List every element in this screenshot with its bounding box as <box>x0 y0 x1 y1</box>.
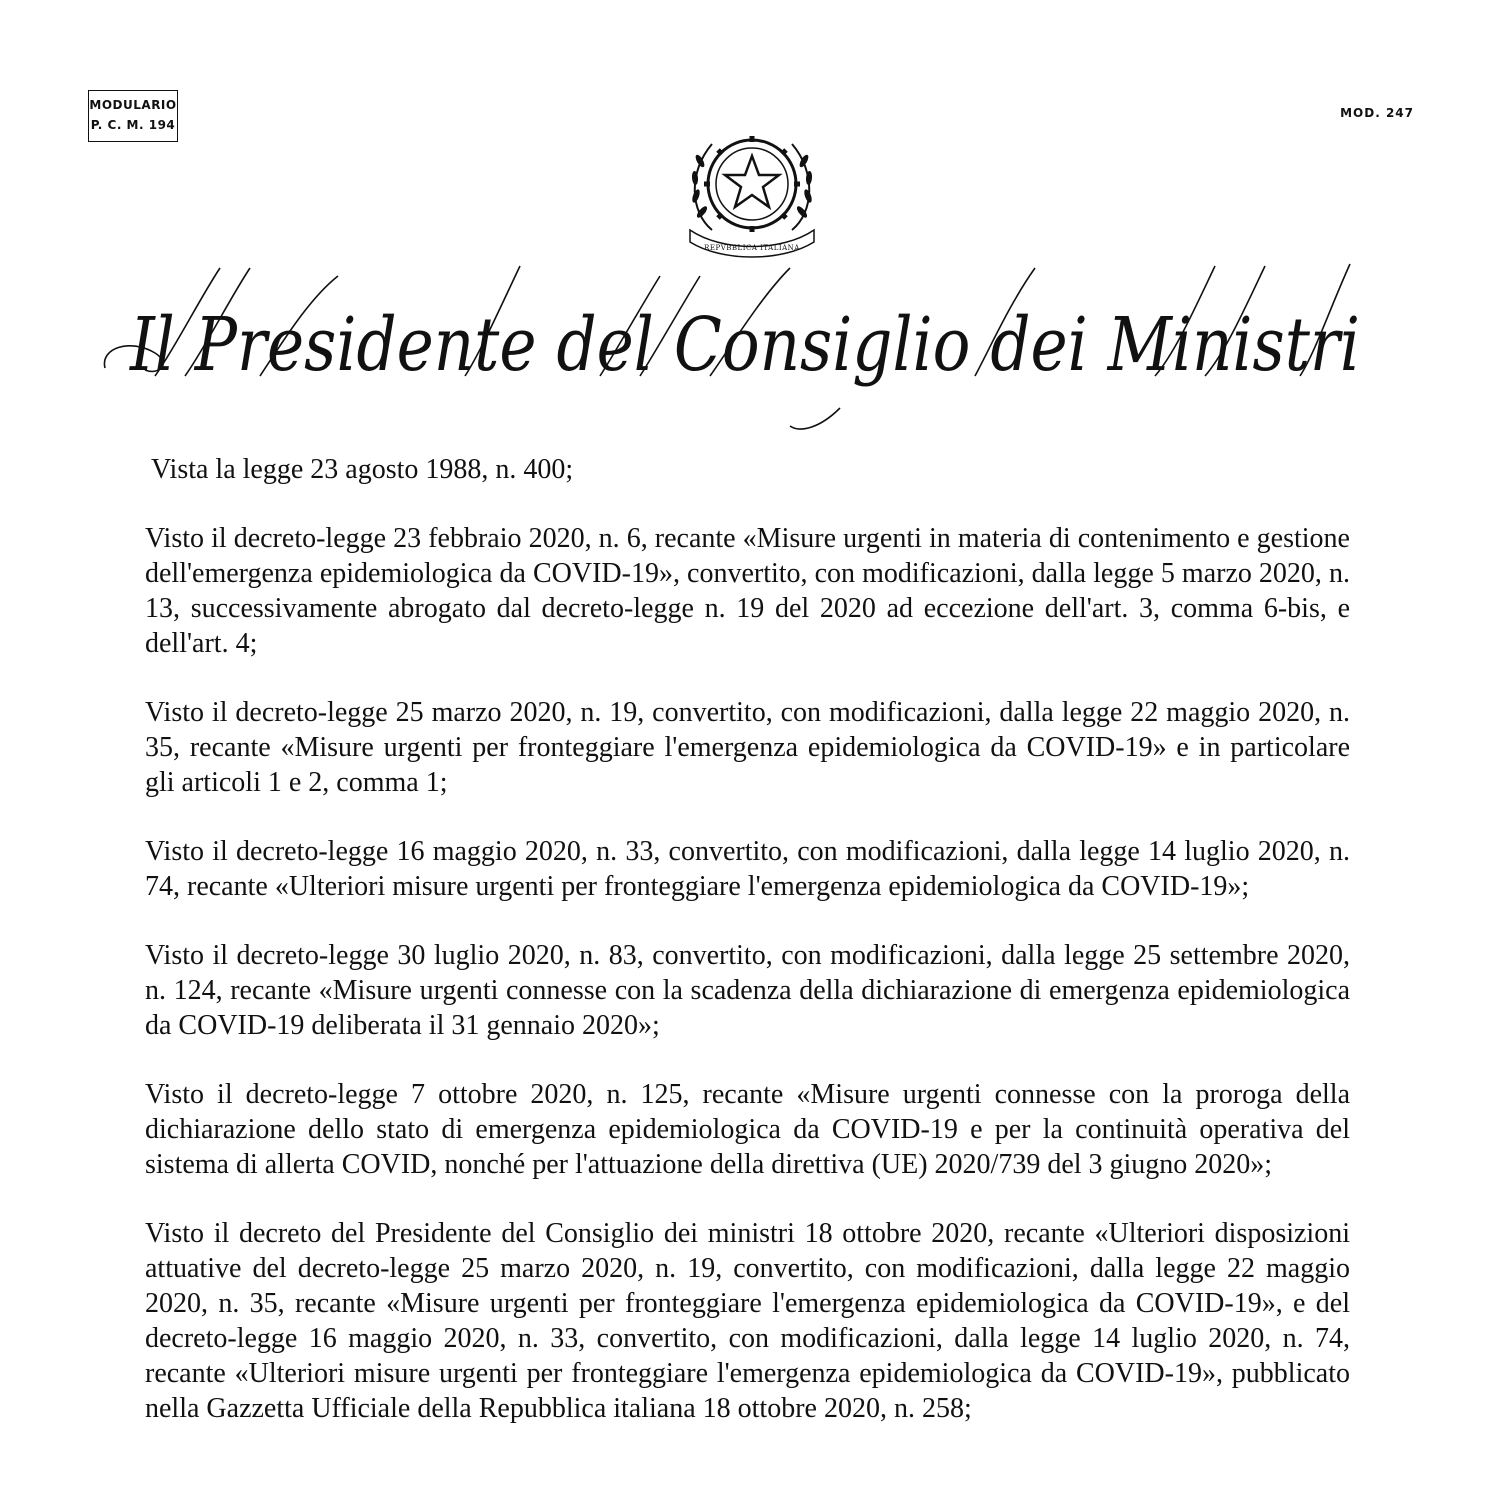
document-body <box>145 452 1350 1460</box>
paragraph-6: Visto il decreto-legge 7 ottobre 2020, n. 125, recante «Misure urgenti connesse con la proroga della dichiarazione dello stato di emergenza epidemiologica da COVID-19 e per la continuità operativa del sistema di allerta COVID, nonché per l'attuazione della direttiva (UE) 2020/739 del 3 giugno 2020»; <box>145 1079 1350 1180</box>
letterhead-text: Il Presidente del Consiglio dei Ministri <box>128 302 1360 388</box>
paragraph-5: Visto il decreto-legge 30 luglio 2020, n. 83, convertito, con modificazioni, dalla legge 25 settembre 2020, n. 124, recante «Misure urgenti connesse con la scadenza della dichiarazione di emergenza epidemiologica da COVID-19 deliberata il 31 gennaio 2020»; <box>145 940 1350 1041</box>
paragraph-2: Visto il decreto-legge 23 febbraio 2020, n. 6, recante «Misure urgenti in materia di contenimento e gestione dell'emergenza epidemiologica da COVID-19», convertito, con modificazioni, dalla legge 5 marzo 2020, n. 13, successivamente abrogato dal decreto-legge n. 19 del 2020 ad eccezione dell'art. 3, comma 6-bis, e dell'art. 4; <box>145 523 1350 659</box>
emblem-ribbon-text: REPVBBLICA ITALIANA <box>704 244 800 252</box>
republic-emblem-icon <box>682 112 822 262</box>
form-code-box <box>88 90 178 142</box>
form-code-line2: P. C. M. 194 <box>90 118 176 132</box>
paragraph-4: Visto il decreto-legge 16 maggio 2020, n. 33, convertito, con modificazioni, dalla legge 14 luglio 2020, n. 74, recante «Ulteriori misure urgenti per fronteggiare l'emergenza epidemiologica da COVID-19»; <box>145 836 1350 902</box>
letterhead-title <box>100 258 1390 448</box>
paragraph-3: Visto il decreto-legge 25 marzo 2020, n. 19, convertito, con modificazioni, dalla legge 22 maggio 2020, n. 35, recante «Misure urgenti per fronteggiare l'emergenza epidemiologica da COVID-19» e in particolare gli articoli 1 e 2, comma 1; <box>145 697 1350 798</box>
paragraph-7: Visto il decreto del Presidente del Consiglio dei ministri 18 ottobre 2020, recante «Ulteriori disposizioni attuative del decreto-legge 25 marzo 2020, n. 19, convertito, con modificazioni, dalla legge 22 maggio 2020, n. 35, recante «Misure urgenti per fronteggiare l'emergenza epidemiologica da COVID-19», e del decreto-legge 16 maggio 2020, n. 33, convertito, con modificazioni, dalla legge 14 luglio 2020, n. 74, recante «Ulteriori misure urgenti per fronteggiare l'emergenza epidemiologica da COVID-19», pubblicato nella Gazzetta Ufficiale della Repubblica italiana 18 ottobre 2020, n. 258; <box>145 1218 1350 1424</box>
form-code-line1: MODULARIO <box>89 98 177 112</box>
mod-code: MOD. 247 <box>1340 106 1414 120</box>
paragraph-1: Vista la legge 23 agosto 1988, n. 400; <box>151 454 574 485</box>
